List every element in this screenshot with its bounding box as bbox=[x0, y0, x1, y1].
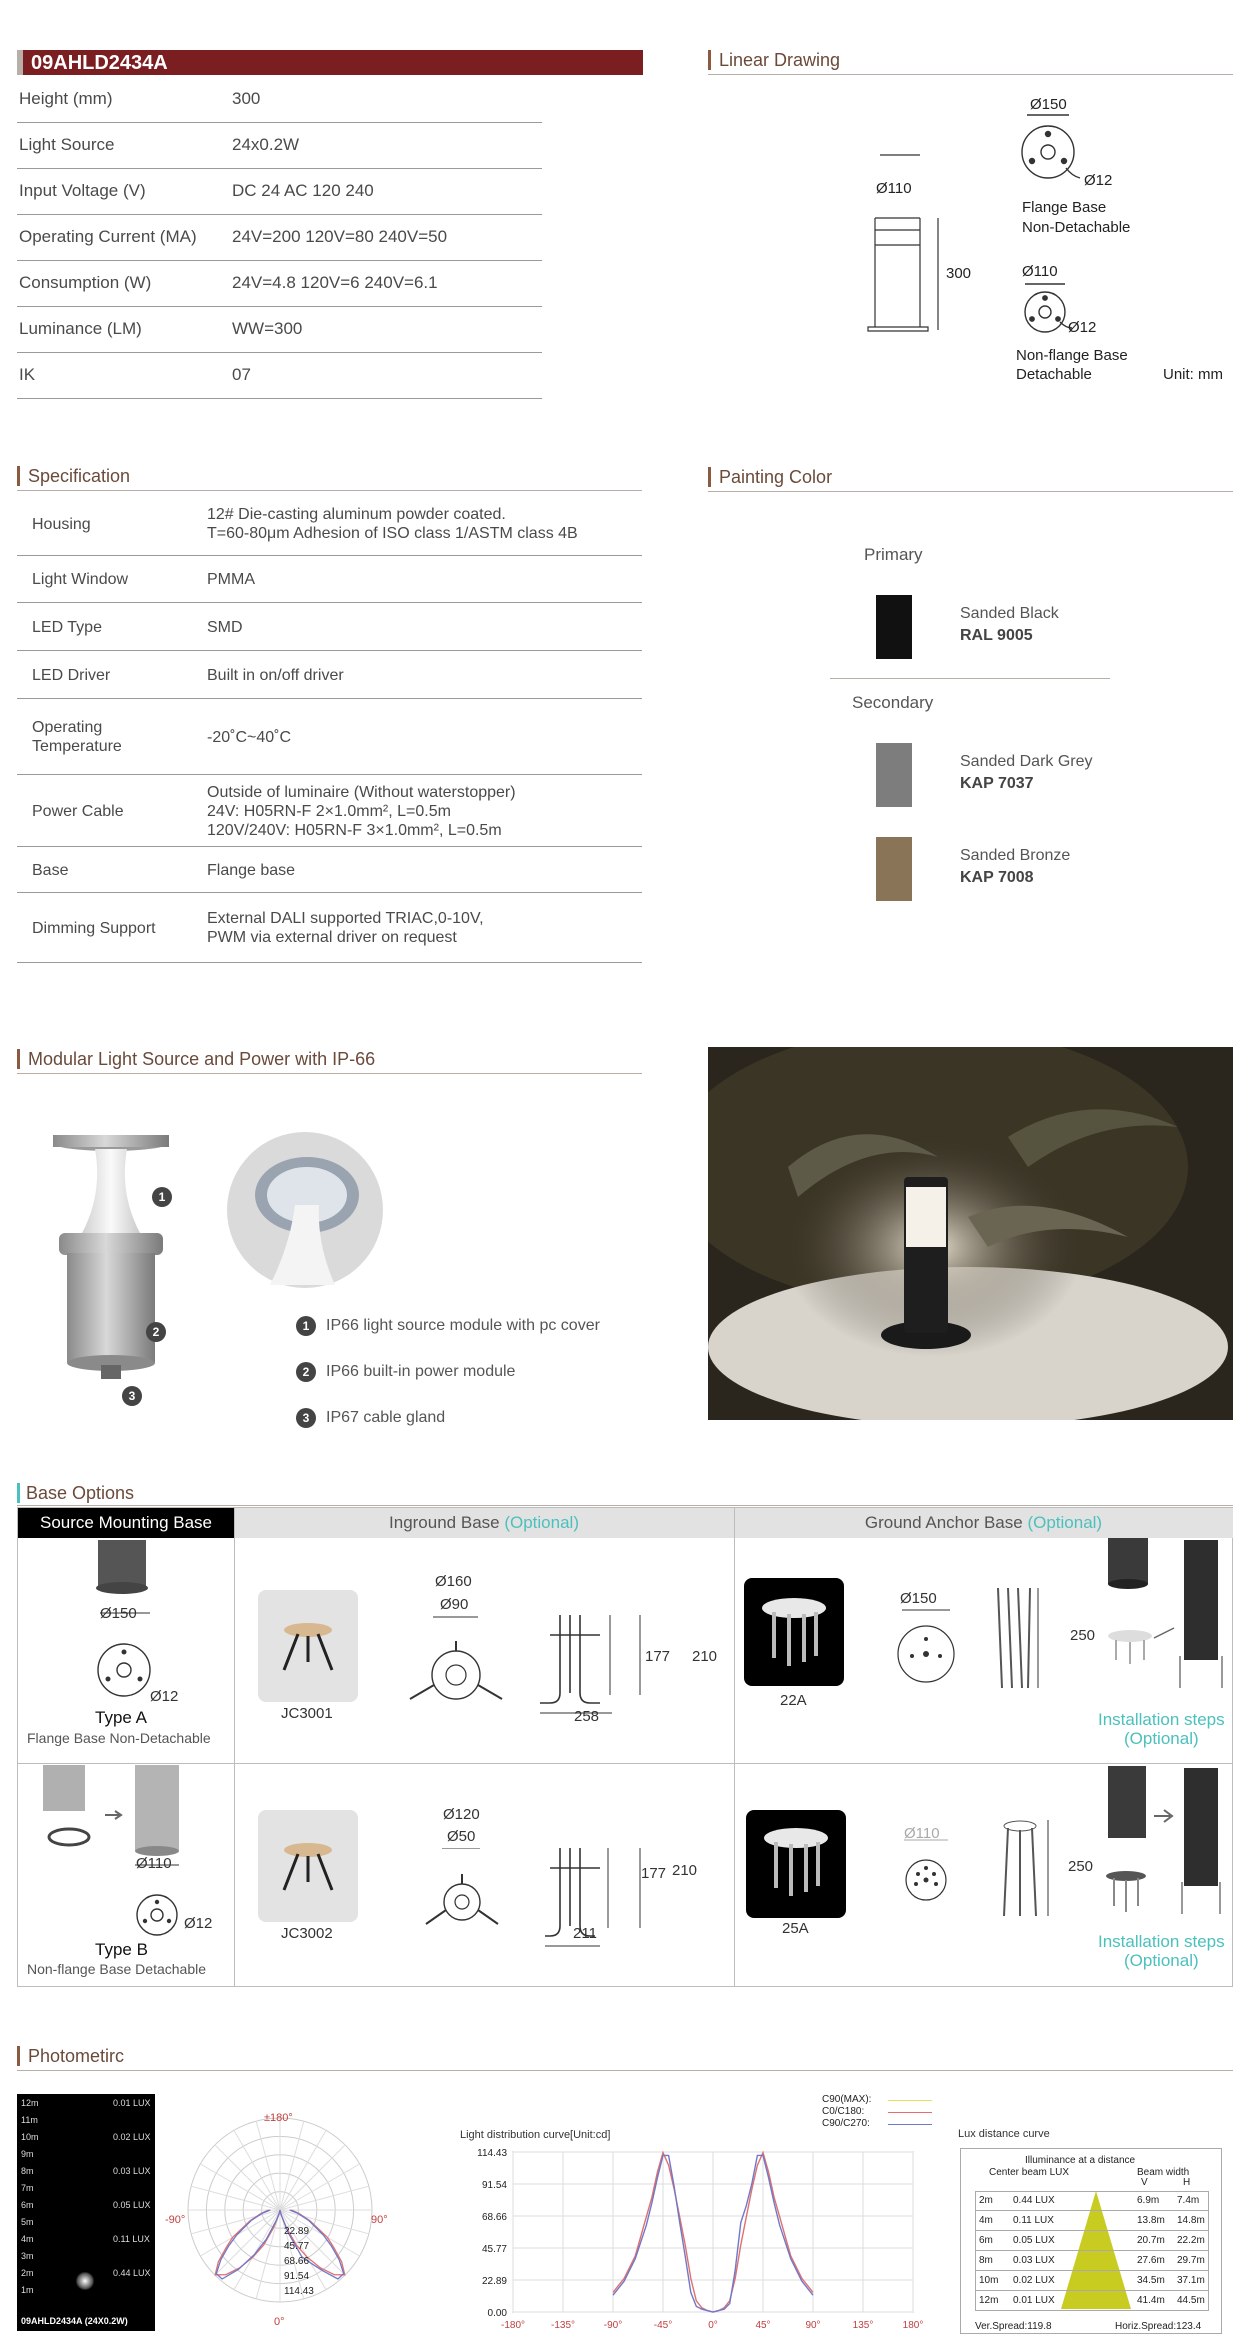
spec-value bbox=[207, 861, 295, 880]
anchor-a-h: 250 bbox=[1070, 1627, 1096, 1644]
chart-x-tick: 180° bbox=[902, 2320, 924, 2331]
param-row bbox=[17, 169, 542, 215]
param-label: Consumption (W) bbox=[19, 273, 152, 292]
lux-table-title: Lux distance curve bbox=[958, 2128, 1050, 2140]
chart-x-tick: 0° bbox=[708, 2320, 718, 2331]
nonflange-hole: Ø12 bbox=[1068, 319, 1097, 336]
type-a-name: Type A bbox=[95, 1708, 147, 1727]
lux-table-h: H bbox=[1183, 2177, 1191, 2188]
spec-value bbox=[207, 618, 243, 637]
lux-distance: 10m bbox=[979, 2275, 999, 2286]
lux-h: 22.2m bbox=[1177, 2235, 1205, 2246]
spec-value-line: SMD bbox=[207, 618, 243, 636]
lux-row bbox=[975, 2291, 1209, 2311]
anchor-b-install: Installation steps (Optional) bbox=[1098, 1932, 1225, 1970]
lux-v: 41.4m bbox=[1137, 2295, 1165, 2306]
polar-spoke bbox=[191, 2186, 280, 2210]
anchor-b-h: 250 bbox=[1068, 1858, 1094, 1875]
isolux-distance: 8m bbox=[21, 2166, 34, 2176]
lux-v: 27.6m bbox=[1137, 2255, 1165, 2266]
spec-row bbox=[17, 603, 642, 651]
lux-row-border bbox=[975, 2191, 1209, 2211]
polar-spoke bbox=[200, 2164, 280, 2210]
isolux-model: 09AHLD2434A (24X0.2W) bbox=[21, 2316, 128, 2326]
spec-row bbox=[17, 847, 642, 893]
flange-label-2: Non-Detachable bbox=[1022, 219, 1131, 236]
painting-color-title: Painting Color bbox=[708, 467, 832, 487]
lux-row bbox=[975, 2251, 1209, 2271]
color-swatch-black bbox=[876, 595, 912, 659]
lux-distance: 6m bbox=[979, 2235, 993, 2246]
spec-value-line: 120V/240V: H05RN-F 3×1.0mm², L=0.5m bbox=[207, 821, 502, 839]
spec-value-line: External DALI supported TRIAC,0-10V, bbox=[207, 910, 484, 927]
isolux-distance: 12m bbox=[21, 2098, 39, 2108]
chart-y-tick: 68.66 bbox=[481, 2212, 507, 2223]
anchor-a-dia: Ø150 bbox=[900, 1590, 937, 1607]
spec-value-line: Flange base bbox=[207, 861, 296, 879]
type-b-drawing bbox=[35, 1765, 205, 1945]
body-height: 300 bbox=[946, 265, 972, 282]
polar-left: -90° bbox=[165, 2214, 186, 2226]
lux-h: 14.8m bbox=[1177, 2215, 1205, 2226]
nonflange-label-2: Detachable bbox=[1016, 366, 1092, 383]
nonflange-label-1: Non-flange Base bbox=[1016, 347, 1128, 364]
param-row bbox=[17, 77, 542, 123]
inground-b-code: JC3002 bbox=[281, 1925, 333, 1942]
spec-value-line: PMMA bbox=[207, 571, 255, 588]
param-value: 24V=4.8 120V=6 240V=6.1 bbox=[232, 273, 438, 292]
spec-label-line: Temperature bbox=[32, 738, 122, 755]
spec-label: Light Window bbox=[32, 571, 129, 588]
isolux-beam bbox=[75, 2272, 95, 2290]
grid-vline-2 bbox=[734, 1508, 735, 1986]
chart-y-tick: 45.77 bbox=[481, 2244, 507, 2255]
lux-row-border bbox=[975, 2291, 1209, 2311]
lux-v: 13.8m bbox=[1137, 2215, 1165, 2226]
spec-value-line: PWM via external driver on request bbox=[207, 929, 457, 946]
lux-row-border bbox=[975, 2271, 1209, 2291]
lux-row bbox=[975, 2191, 1209, 2211]
spec-value bbox=[207, 728, 291, 747]
spec-label: Base bbox=[32, 861, 69, 879]
color-swatch-grey bbox=[876, 743, 912, 807]
polar-bottom: 0° bbox=[274, 2316, 285, 2328]
isolux-distance: 11m bbox=[21, 2115, 38, 2125]
lux-distance: 2m bbox=[979, 2195, 993, 2206]
unit-label: Unit: mm bbox=[1163, 366, 1223, 383]
modular-rule bbox=[17, 1073, 642, 1074]
lux-h: 37.1m bbox=[1177, 2275, 1205, 2286]
modular-title: Modular Light Source and Power with IP-66 bbox=[17, 1049, 375, 1069]
isolux-lux: 0.01 LUX bbox=[113, 2098, 151, 2108]
type-a-desc: Flange Base Non-Detachable bbox=[27, 1730, 211, 1746]
nonflange-base-icon bbox=[1025, 284, 1072, 332]
spec-label bbox=[32, 718, 122, 756]
legend-label: C90/C270: bbox=[822, 2118, 870, 2129]
lux-table-c2: Beam width bbox=[1137, 2167, 1190, 2178]
base-options-rule bbox=[17, 1505, 1233, 1506]
isolux-distance: 5m bbox=[21, 2217, 34, 2227]
polar-spoke bbox=[280, 2130, 326, 2210]
base-options-title: Base Options bbox=[26, 1483, 135, 1503]
chart-y-tick: 114.43 bbox=[477, 2148, 507, 2159]
spec-label: Housing bbox=[32, 515, 91, 533]
lux-row bbox=[975, 2231, 1209, 2251]
color-divider bbox=[830, 678, 1110, 679]
inground-a-h1: 177 bbox=[645, 1648, 671, 1665]
anchor-b-code: 25A bbox=[782, 1920, 809, 1937]
anchor-a-drawing bbox=[890, 1538, 1230, 1708]
lux-distance: 12m bbox=[979, 2295, 999, 2306]
spec-label-line: Operating bbox=[32, 719, 103, 736]
param-row bbox=[17, 307, 542, 353]
lux-table-hor: Horiz.Spread:123.4 bbox=[1115, 2321, 1202, 2332]
lux-h: 44.5m bbox=[1177, 2295, 1205, 2306]
chart-y-tick: 22.89 bbox=[481, 2276, 507, 2287]
col-inground: Inground Base (Optional) bbox=[234, 1508, 734, 1538]
polar-spoke bbox=[280, 2121, 304, 2210]
isolux-distance: 7m bbox=[21, 2183, 34, 2193]
lux-value: 0.02 LUX bbox=[1013, 2275, 1055, 2286]
spec-row bbox=[17, 556, 642, 603]
painting-color-rule bbox=[708, 491, 1233, 492]
lux-row bbox=[975, 2271, 1209, 2291]
callout-1: 1 bbox=[152, 1187, 172, 1207]
feature-number: 3 bbox=[296, 1408, 316, 1428]
param-value: 300 bbox=[232, 89, 261, 108]
param-value: 24x0.2W bbox=[232, 135, 300, 154]
color-name-grey: Sanded Dark Grey KAP 7037 bbox=[960, 753, 1093, 792]
polar-spoke bbox=[200, 2210, 280, 2256]
spec-value bbox=[207, 505, 578, 543]
polar-spoke bbox=[234, 2130, 280, 2210]
spec-value-line: Built in on/off driver bbox=[207, 666, 344, 684]
chart-x-tick: -45° bbox=[653, 2320, 673, 2331]
lux-v: 34.5m bbox=[1137, 2275, 1165, 2286]
model-header-accent bbox=[17, 50, 23, 75]
inground-a-h2: 210 bbox=[692, 1648, 718, 1665]
inground-b-inner: Ø50 bbox=[447, 1828, 476, 1845]
polar-ring-label: 22.89 bbox=[284, 2226, 310, 2237]
isolux-distance: 4m bbox=[21, 2234, 34, 2244]
spec-value bbox=[207, 666, 344, 685]
spec-row bbox=[17, 775, 642, 847]
chart-x-tick: 90° bbox=[805, 2320, 821, 2331]
spec-label: Dimming Support bbox=[32, 919, 156, 937]
inground-a-w: 258 bbox=[574, 1708, 600, 1725]
lux-row-border bbox=[975, 2211, 1209, 2231]
polar-spoke bbox=[215, 2145, 280, 2210]
lux-h: 7.4m bbox=[1177, 2195, 1200, 2206]
lux-value: 0.11 LUX bbox=[1013, 2215, 1054, 2226]
isolux-distance: 6m bbox=[21, 2200, 34, 2210]
spec-value-line: -20˚C~40˚C bbox=[207, 728, 292, 746]
flange-diameter: Ø150 bbox=[1030, 96, 1067, 113]
polar-ring-label: 91.54 bbox=[284, 2271, 310, 2282]
inground-a-outer: Ø160 bbox=[435, 1573, 472, 1590]
legend-swatch bbox=[888, 2124, 932, 2125]
chart-x-tick: -135° bbox=[550, 2320, 576, 2331]
lux-distance: 8m bbox=[979, 2255, 993, 2266]
chart-x-tick: 45° bbox=[755, 2320, 771, 2331]
feature-text: IP66 built-in power module bbox=[326, 1363, 516, 1380]
inground-b-w: 211 bbox=[573, 1925, 597, 1942]
spec-label: LED Driver bbox=[32, 666, 111, 684]
lux-h: 29.7m bbox=[1177, 2255, 1205, 2266]
spec-row bbox=[17, 699, 642, 775]
param-value: DC 24 AC 120 240 bbox=[232, 181, 374, 200]
callout-3: 3 bbox=[122, 1386, 142, 1406]
isolux-distance: 2m bbox=[21, 2268, 34, 2278]
specification-rule bbox=[17, 490, 642, 491]
lux-value: 0.03 LUX bbox=[1013, 2255, 1055, 2266]
spec-value-line: 12# Die-casting aluminum powder coated. bbox=[207, 506, 506, 523]
linear-drawing-rule bbox=[708, 74, 1233, 75]
polar-spoke bbox=[256, 2210, 280, 2299]
chart-title: Light distribution curve[Unit:cd] bbox=[460, 2129, 611, 2141]
photometric-title: Photometirc bbox=[17, 2046, 124, 2066]
lux-v: 6.9m bbox=[1137, 2195, 1160, 2206]
type-b-dia: Ø110 bbox=[136, 1855, 172, 1872]
isolux-lux: 0.05 LUX bbox=[113, 2200, 151, 2210]
base-options-accent bbox=[17, 1483, 20, 1503]
spec-row bbox=[17, 651, 642, 699]
param-label: Operating Current (MA) bbox=[19, 227, 197, 246]
spec-value bbox=[207, 909, 484, 947]
linear-drawing-title: Linear Drawing bbox=[708, 50, 840, 70]
inground-b-photo bbox=[258, 1810, 358, 1922]
anchor-a-code: 22A bbox=[780, 1692, 807, 1709]
feature-text: IP67 cable gland bbox=[326, 1409, 446, 1426]
anchor-a-install: Installation steps (Optional) bbox=[1098, 1710, 1225, 1748]
lux-value: 0.05 LUX bbox=[1013, 2235, 1055, 2246]
module-body bbox=[53, 1135, 169, 1379]
spec-row bbox=[17, 492, 642, 556]
polar-spoke bbox=[280, 2164, 360, 2210]
color-name-bronze: Sanded Bronze KAP 7008 bbox=[960, 847, 1071, 886]
isolux-panel bbox=[17, 2094, 155, 2331]
primary-label: Primary bbox=[864, 545, 923, 564]
polar-ring-label: 68.66 bbox=[284, 2256, 310, 2267]
lux-table-v: V bbox=[1141, 2177, 1148, 2188]
feature-text: IP66 light source module with pc cover bbox=[326, 1317, 600, 1334]
feature-number: 1 bbox=[296, 1316, 316, 1336]
feature-number: 2 bbox=[296, 1362, 316, 1382]
secondary-label: Secondary bbox=[852, 693, 934, 712]
param-label: Luminance (LM) bbox=[19, 319, 142, 338]
param-label: Height (mm) bbox=[19, 89, 113, 108]
polar-top: ±180° bbox=[264, 2112, 293, 2124]
lux-row-border bbox=[975, 2231, 1209, 2251]
inground-b-outer: Ø120 bbox=[443, 1806, 480, 1823]
type-b-desc: Non-flange Base Detachable bbox=[27, 1961, 207, 1977]
spec-value-line: 24V: H05RN-F 2×1.0mm², L=0.5m bbox=[207, 802, 451, 820]
param-label: Input Voltage (V) bbox=[19, 181, 146, 200]
photometric-rule bbox=[17, 2070, 1233, 2071]
grid-vline-1 bbox=[234, 1508, 235, 1986]
lux-value: 0.01 LUX bbox=[1013, 2295, 1055, 2306]
inground-a-inner: Ø90 bbox=[440, 1596, 469, 1613]
inground-b-h1: 177 bbox=[641, 1865, 667, 1882]
lux-distance: 4m bbox=[979, 2215, 993, 2226]
nonflange-diameter: Ø110 bbox=[1022, 263, 1058, 280]
chart-x-tick: 135° bbox=[852, 2320, 874, 2331]
lifestyle-photo bbox=[708, 1047, 1233, 1420]
polar-ring-label: 45.77 bbox=[284, 2241, 310, 2252]
isolux-distance: 9m bbox=[21, 2149, 34, 2159]
isolux-distance: 3m bbox=[21, 2251, 34, 2261]
module-closeup bbox=[227, 1132, 383, 1288]
inground-a-photo bbox=[258, 1590, 358, 1702]
lux-table-head: Illuminance at a distance bbox=[1025, 2155, 1136, 2166]
flange-hole: Ø12 bbox=[1084, 172, 1113, 189]
anchor-a-photo bbox=[744, 1578, 844, 1686]
inground-a-code: JC3001 bbox=[281, 1705, 333, 1722]
lux-row-border bbox=[975, 2251, 1209, 2271]
model-title: 09AHLD2434A bbox=[31, 52, 168, 74]
polar-diagram bbox=[160, 2110, 400, 2335]
isolux-lux: 0.11 LUX bbox=[113, 2234, 150, 2244]
chart-y-tick: 91.54 bbox=[481, 2180, 507, 2191]
legend-swatch bbox=[888, 2100, 932, 2101]
flange-label-1: Flange Base bbox=[1022, 199, 1107, 216]
param-row bbox=[17, 215, 542, 261]
inground-b-h2: 210 bbox=[672, 1862, 698, 1879]
polar-spoke bbox=[215, 2210, 280, 2275]
anchor-b-photo bbox=[746, 1810, 846, 1918]
spec-row bbox=[17, 893, 642, 963]
polar-spoke bbox=[234, 2210, 280, 2290]
inground-b-drawing bbox=[400, 1848, 670, 1958]
polar-spoke bbox=[256, 2121, 280, 2210]
chart-y-tick: 0.00 bbox=[487, 2308, 507, 2319]
lux-value: 0.44 LUX bbox=[1013, 2195, 1055, 2206]
isolux-distance: 10m bbox=[21, 2132, 39, 2142]
inground-a-drawing bbox=[400, 1615, 670, 1725]
type-a-hole: Ø12 bbox=[150, 1688, 179, 1705]
isolux-distance: 1m bbox=[21, 2285, 34, 2295]
isolux-lux: 0.02 LUX bbox=[113, 2132, 151, 2142]
color-name-black: Sanded Black RAL 9005 bbox=[960, 605, 1059, 644]
polar-spoke bbox=[191, 2210, 280, 2234]
grid-hline bbox=[18, 1763, 1233, 1764]
type-b-name: Type B bbox=[95, 1940, 148, 1959]
spec-value-line: T=60-80μm Adhesion of ISO class 1/ASTM class 4B bbox=[207, 525, 578, 542]
spec-value bbox=[207, 570, 255, 589]
type-a-dia: Ø150 bbox=[100, 1605, 137, 1622]
param-value: 24V=200 120V=80 240V=50 bbox=[232, 227, 448, 246]
polar-spoke bbox=[280, 2186, 369, 2210]
chart-x-tick: -90° bbox=[603, 2320, 623, 2331]
body-diameter: Ø110 bbox=[876, 180, 912, 197]
spec-value bbox=[207, 783, 516, 840]
lux-table-box bbox=[960, 2148, 1222, 2334]
polar-spoke bbox=[280, 2145, 345, 2210]
isolux-lux: 0.03 LUX bbox=[113, 2166, 151, 2176]
param-label: Light Source bbox=[19, 135, 115, 154]
spec-label: Power Cable bbox=[32, 802, 124, 820]
legend-label: C0/C180: bbox=[822, 2106, 865, 2117]
lux-v: 20.7m bbox=[1137, 2235, 1165, 2246]
lux-table-c1: Center beam LUX bbox=[989, 2167, 1070, 2178]
legend-swatch bbox=[888, 2112, 932, 2113]
specification-title: Specification bbox=[17, 466, 130, 486]
legend-label: C90(MAX): bbox=[822, 2094, 872, 2105]
polar-ring-label: 114.43 bbox=[284, 2286, 314, 2297]
param-row bbox=[17, 353, 542, 399]
lux-table-ver: Ver.Spread:119.8 bbox=[975, 2321, 1052, 2332]
polar-right: 90° bbox=[371, 2214, 388, 2226]
spec-value-line: Outside of luminaire (Without waterstopper) bbox=[207, 783, 516, 801]
param-label: IK bbox=[19, 365, 36, 384]
param-value: 07 bbox=[232, 365, 251, 384]
color-swatch-bronze bbox=[876, 837, 912, 901]
type-b-hole: Ø12 bbox=[184, 1915, 213, 1932]
param-value: WW=300 bbox=[232, 319, 303, 338]
lux-row bbox=[975, 2211, 1209, 2231]
callout-2: 2 bbox=[146, 1322, 166, 1342]
anchor-b-drawing bbox=[890, 1766, 1230, 1936]
isolux-lux: 0.44 LUX bbox=[113, 2268, 151, 2278]
col-ground-anchor: Ground Anchor Base (Optional) bbox=[734, 1508, 1233, 1538]
chart-x-tick: -180° bbox=[500, 2320, 526, 2331]
param-row bbox=[17, 261, 542, 307]
anchor-b-dia: Ø110 bbox=[904, 1825, 940, 1842]
col-source-mounting: Source Mounting Base bbox=[18, 1508, 234, 1538]
spec-label: LED Type bbox=[32, 618, 102, 636]
param-row bbox=[17, 123, 542, 169]
light-distribution-chart bbox=[455, 2140, 935, 2340]
flange-base-icon bbox=[1022, 115, 1080, 178]
